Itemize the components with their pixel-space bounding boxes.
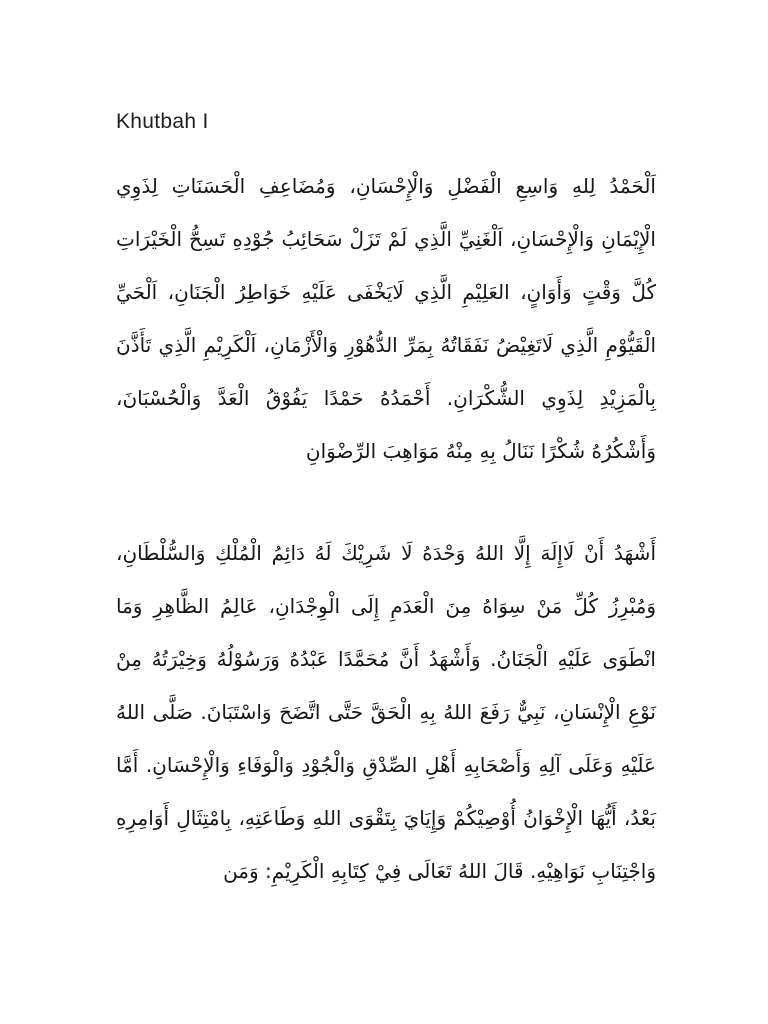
paragraph-praise: اَلْحَمْدُ لِلهِ وَاسِعِ الْفَضْلِ وَالْإِحْسَانِ، وَمُضَاعِفِ الْحَسَنَاتِ لِذَوِي الْإِيْمَانِ وَالْإِحْسَانِ، اَلْغَنِيِّ الَّذِي لَمْ تَزَلْ سَحَائِبُ جُوْدِهِ تَسِحُّ الْخَيْرَاتِ كُلَّ وَقْتٍ وَأَوَانٍ، العَلِيْمِ الَّذِي لَايَخْفَى عَلَيْهِ خَوَاطِرُ الْجَنَانِ، اَلْحَيِّ الْقَيُّوْمِ الَّذِي لَاتَغِيْضُ نَفَقَاتُهُ بِمَرِّ الدُّهُوْرِ وَالْأَزْمَانِ، اَلْكَرِيْمِ الَّذِي تَأَذَّنَ بِالْمَزِيْدِ لِذَوِي الشُّكْرَانِ. أَحْمَدُهُ حَمْدًا يَفُوْقُ الْعَدَّ وَالْحُسْبَانَ، وَأَشْكُرُهُ شُكْرًا نَنَالُ بِهِ مِنْهُ مَوَاهِبَ الرِّضْوَانِ xyxy=(116,174,656,463)
document-heading: Khutbah I xyxy=(116,110,209,133)
paragraph-testimony: أَشْهَدُ أَنْ لَاإِلَهَ إِلَّا اللهُ وَحْدَهُ لَا شَرِيْكَ لَهُ دَائِمُ الْمُلْكِ وَالسُّلْطَانِ، وَمُبْرِزُ كُلِّ مَنْ سِوَاهُ مِنَ الْعَدَمِ إِلَى الْوِجْدَانِ، عَالِمُ الظَّاهِرِ وَمَا انْطَوَى عَلَيْهِ الْجَنَانُ. وَأَشْهَدُ أَنَّ مُحَمَّدًا عَبْدُهُ وَرَسُوْلُهُ وَخِيْرَتُهُ مِنْ نَوْعِ الْإِنْسَانِ، نَبِيٌّ رَفَعَ اللهُ بِهِ الْحَقَّ حَتَّى اتَّضَحَ وَاسْتَبَانَ. صَلَّى اللهُ عَلَيْهِ وَعَلَى آلِهِ وَأَصْحَابِهِ أَهْلِ الصِّدْقِ وَالْجُوْدِ وَالْوَفَاءِ وَالْإِحْسَانِ. أَمَّا بَعْدُ، أَيُّهَا الْإِخْوَانُ أُوْصِيْكُمْ وَإِيَايَ بِتَقْوَى اللهِ وَطَاعَتِهِ، بِامْتِثَالِ أَوَامِرِهِ وَاجْتِنَابِ نَوَاهِيْهِ. قَالَ اللهُ تَعَالَى فِيْ كِتَابِهِ الْكَرِيْمِ: وَمَن xyxy=(116,541,656,883)
